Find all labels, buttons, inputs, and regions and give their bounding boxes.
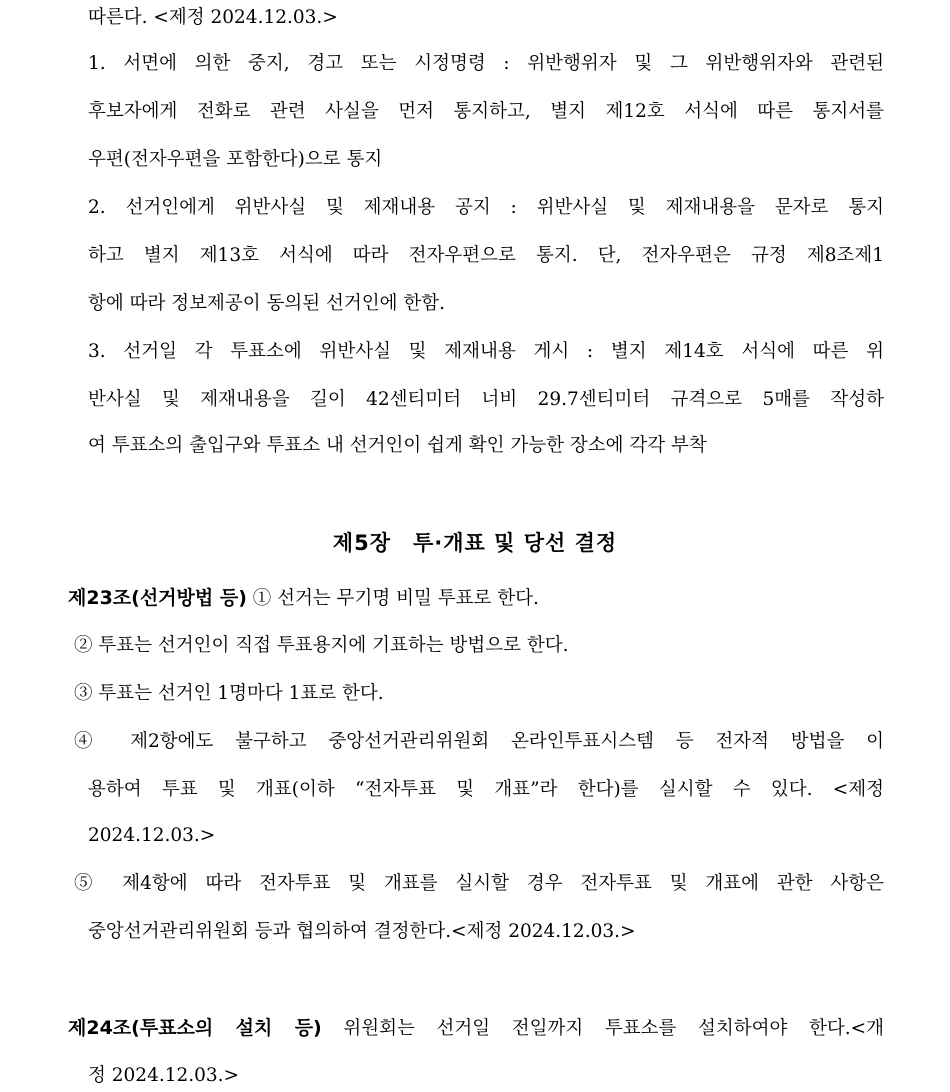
list-item-3-line-3: 여 투표소의 출입구와 투표소 내 선거인이 쉽게 확인 가능한 장소에 각각 부착 <box>88 435 707 456</box>
list-item-3-line-2: 반사실 및 제재내용을 길이 42센티미터 너비 29.7센티미터 규격으로 5매를 작성하 <box>88 389 884 410</box>
article-23-paragraph-5-line-2: 중앙선거관리위원회 등과 협의하여 결정한다.<제정 2024.12.03.> <box>88 921 636 942</box>
article-24-first-line <box>68 1014 884 1043</box>
list-item-2-line-3: 항에 따라 정보제공이 동의된 선거인에 한함. <box>88 293 445 314</box>
article-24-text-line-2: 정 2024.12.03.> <box>88 1065 240 1086</box>
article-23-first-line <box>68 584 884 613</box>
list-item-3-line-1: 3. 선거일 각 투표소에 위반사실 및 제재내용 게시 : 별지 제14호 서식에 따른 위 <box>88 341 884 362</box>
article-24-text: 위원회는 선거일 전일까지 투표소를 설치하여야 한다.<개 <box>343 1018 884 1039</box>
article-23-paragraph-1: ① 선거는 무기명 비밀 투표로 한다. <box>252 588 539 609</box>
chapter-number: 제5장 <box>332 531 391 555</box>
article-24-title: 제24조(투표소의 설치 등) <box>68 1017 322 1039</box>
article-23-paragraph-5-line-1: ⑤ 제4항에 따라 전자투표 및 개표를 실시할 경우 전자투표 및 개표에 관한 사항은 <box>74 873 884 894</box>
list-item-1-line-2: 후보자에게 전화로 관련 사실을 먼저 통지하고, 별지 제12호 서식에 따른 통지서를 <box>88 101 884 122</box>
article-23-paragraph-3: ③ 투표는 선거인 1명마다 1표로 한다. <box>74 683 384 704</box>
article-23-paragraph-4-line-3: 2024.12.03.> <box>88 825 216 846</box>
article-23-paragraph-4-line-2: 용하여 투표 및 개표(이하 “전자투표 및 개표”라 한다)를 실시할 수 있다. <제정 <box>88 779 884 800</box>
chapter-heading <box>0 528 950 558</box>
list-item-2-line-2: 하고 별지 제13호 서식에 따라 전자우편으로 통지. 단, 전자우편은 규정 제8조제1 <box>88 245 884 266</box>
text-line: 따른다. <제정 2024.12.03.> <box>88 7 338 28</box>
chapter-title: 투·개표 및 당선 결정 <box>412 531 618 555</box>
list-item-1-line-1: 1. 서면에 의한 중지, 경고 또는 시정명령 : 위반행위자 및 그 위반행위자와 관련된 <box>88 53 884 74</box>
list-item-1-line-3: 우편(전자우편을 포함한다)으로 통지 <box>88 149 383 170</box>
list-item-2-line-1: 2. 선거인에게 위반사실 및 제재내용 공지 : 위반사실 및 제재내용을 문자로 통지 <box>88 197 884 218</box>
article-23-title: 제23조(선거방법 등) <box>68 587 247 609</box>
article-23-paragraph-2: ② 투표는 선거인이 직접 투표용지에 기표하는 방법으로 한다. <box>74 635 569 656</box>
article-23-paragraph-4-line-1: ④ 제2항에도 불구하고 중앙선거관리위원회 온라인투표시스템 등 전자적 방법을 이 <box>74 731 884 752</box>
